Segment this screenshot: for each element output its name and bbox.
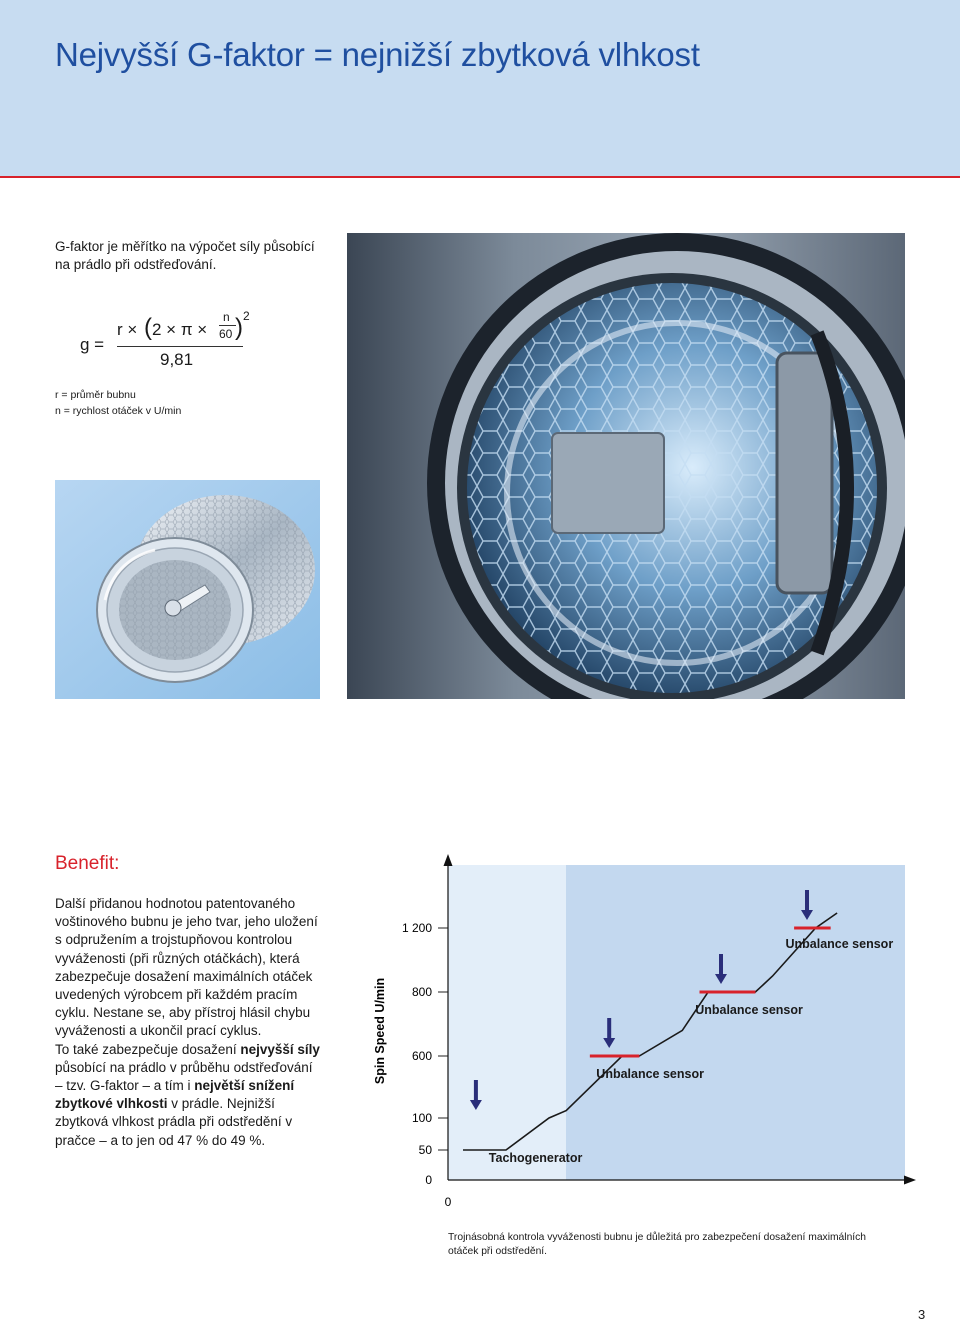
y-tick-label: 50 — [418, 1143, 432, 1157]
annotation-label: Unbalance sensor — [785, 937, 894, 951]
benefit-body — [55, 895, 323, 1150]
y-tick-labels — [402, 921, 432, 1187]
formula-sixty: 60 — [219, 327, 233, 341]
chart-band-light — [448, 865, 566, 1180]
annotation-label: Unbalance sensor — [596, 1067, 704, 1081]
y-tick-label: 0 — [425, 1173, 432, 1187]
formula-lhs: g = — [80, 335, 105, 354]
benefit-p2-bold-force: nejvyšší síly — [240, 1041, 320, 1057]
definition-n: n = rychlost otáček v U/min — [55, 405, 182, 417]
formula-definitions — [55, 387, 181, 419]
benefit-p2-bold-reduction: největší snížení zbytkové vlhkosti — [55, 1078, 295, 1112]
formula-open-paren: ( — [144, 314, 152, 341]
y-axis-label: Spin Speed U/min — [373, 977, 387, 1085]
x-axis-arrow — [904, 1176, 916, 1185]
y-tick-label: 800 — [411, 985, 432, 999]
formula-power: 2 — [243, 309, 250, 323]
y-tick-label: 600 — [411, 1049, 432, 1063]
chart-gridlines — [438, 928, 448, 1150]
formula-r: r × — [117, 320, 138, 339]
benefit-p2-e: v prádle. Nejnižší zbytková vlhkost prádla při odstředění v pračce – a to jen od 47 % do 49 %. — [55, 1096, 293, 1148]
formula-n: n — [223, 310, 230, 324]
benefit-p2-a: To také zabezpečuje dosažení — [55, 1041, 241, 1057]
header-divider — [0, 176, 960, 178]
page-title: Nejvyšší G-faktor = nejnižší zbytková vlhkost — [55, 36, 700, 73]
y-axis-arrow — [444, 854, 453, 866]
intro-text: G-faktor je měřítko na výpočet síly působící na prádlo při odstřeďování. — [55, 239, 315, 272]
annotation-label: Unbalance sensor — [695, 1003, 803, 1017]
definition-r: r = průměr bubnu — [55, 389, 136, 401]
g-factor-formula — [80, 300, 280, 380]
chart-caption: Trojnásobná kontrola vyváženosti bubnu je důležitá pro zabezpečení dosažení maximálních otáček při odstředění. — [448, 1232, 867, 1257]
formula-denominator: 9,81 — [160, 350, 194, 369]
formula-main-line — [117, 346, 243, 347]
formula-close-paren: ) — [235, 314, 243, 341]
washer-door-photo — [347, 233, 905, 699]
formula-fraction-line — [219, 325, 236, 326]
benefit-paragraph-1: Další přidanou hodnotou patentovaného voštinového bubnu je jeho tvar, jeho uložení s odpružením a trojstupňovou kontrolou vyváženosti (při různých otáčkách), která zabezpečuje dosažení maximálních otáček uvedených výrobcem při každém pracím cyklu. Nestane se, aby přístroj hlásil chybu vyváženosti a ukončil prací cyklus. — [55, 896, 318, 1039]
chart-band-dark — [566, 865, 905, 1180]
header-band — [0, 0, 960, 176]
spin-speed-chart — [360, 850, 920, 1220]
y-tick-label: 100 — [411, 1111, 432, 1125]
annotation-label: Tachogenerator — [488, 1151, 583, 1165]
y-tick-label: 1 200 — [401, 921, 432, 935]
page-number: 3 — [918, 1307, 926, 1322]
benefit-p2-c: působící na prádlo v průběhu odstřeďování – tzv. G-faktor – a tím i — [55, 1059, 313, 1094]
x-tick-zero: 0 — [444, 1195, 452, 1209]
benefit-title: Benefit: — [55, 853, 120, 874]
drum-photo — [55, 480, 320, 699]
formula-mid: 2 × π × — [152, 320, 208, 339]
